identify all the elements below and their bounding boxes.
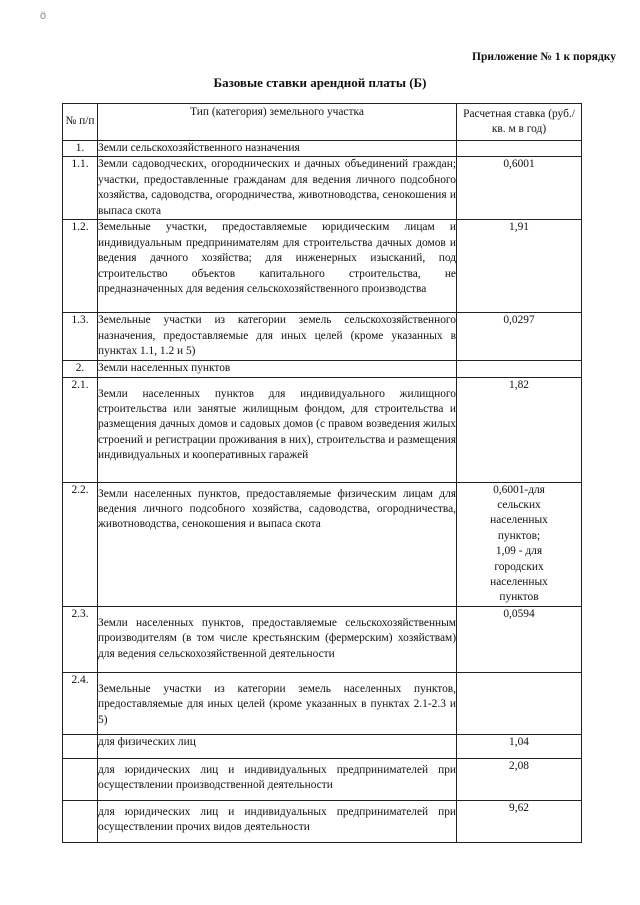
table-row (63, 672, 582, 734)
table-row (63, 220, 582, 313)
row-rate: 0,6001 (457, 157, 582, 220)
row-rate: 2,08 (457, 758, 582, 800)
header-land-type: Тип (категория) земельного участка (98, 104, 457, 141)
table-header-row (63, 104, 582, 141)
row-land-type: Земли населенных пунктов, предоставляемые сельскохозяйственным производителям (в том числе крестьянским (фермерским) хозяйствам) для ведения сельскохозяйственной деятельности (98, 606, 457, 672)
rate-line: населенных (490, 514, 548, 527)
row-rate (457, 672, 582, 734)
row-rate (457, 360, 582, 377)
page-title: Базовые ставки арендной платы (Б) (213, 75, 427, 90)
rate-line: пунктов (499, 591, 539, 604)
scan-mark: ö (40, 10, 47, 22)
row-land-type: для юридических лиц и индивидуальных предпринимателей при осуществлении производственной деятельности (98, 758, 457, 800)
row-land-type: Земли населенных пунктов, предоставляемые физическим лицам для ведения личного подсобного хозяйства, садоводства, огородничества, животноводства, сенокошения и выпаса скота (98, 482, 457, 606)
row-number: 1.2. (63, 220, 98, 313)
row-number: 2.3. (63, 606, 98, 672)
table-row (63, 758, 582, 800)
table-row (63, 734, 582, 758)
rate-line: сельских (497, 499, 541, 512)
rate-line: населенных (490, 576, 548, 589)
row-number (63, 758, 98, 800)
row-rate: 1,04 (457, 734, 582, 758)
row-number: 2.2. (63, 482, 98, 606)
row-land-type: для физических лиц (98, 734, 457, 758)
row-land-type: Земли населенных пунктов (98, 360, 457, 377)
header-rate: Расчетная ставка (руб./кв. м в год) (457, 104, 582, 141)
rate-line: пунктов; (497, 529, 541, 542)
row-rate (457, 482, 582, 606)
rate-line: 1,09 - для (495, 545, 543, 558)
row-land-type: для юридических лиц и индивидуальных предпринимателей при осуществлении прочих видов деятельности (98, 800, 457, 842)
row-rate: 0,0594 (457, 606, 582, 672)
row-number (63, 734, 98, 758)
table-row (63, 800, 582, 842)
appendix-note: Приложение № 1 к порядку (472, 51, 616, 63)
row-land-type: Земли населенных пунктов для индивидуального жилищного строительства или занятые жилищным фондом, для строительства и размещения дачных домов и садовых домов (с правом возведения жилых строений и регистрации проживания в них), строительства и размещения индивидуальных и кооперативных гаражей (98, 377, 457, 482)
row-rate: 1,91 (457, 220, 582, 313)
row-number: 1.3. (63, 313, 98, 360)
table-row (63, 141, 582, 157)
row-land-type: Земли садоводческих, огороднических и дачных объединений граждан; участки, предоставленные гражданам для ведения личного подсобного хозяйства, садоводства, огородничества, животноводства, сенокошения и выпаса скота (98, 157, 457, 220)
rate-line: 0,6001-для (493, 483, 545, 496)
rate-line: городских (494, 560, 544, 573)
row-number: 2.4. (63, 672, 98, 734)
table-row (63, 482, 582, 606)
row-number (63, 800, 98, 842)
row-rate (457, 141, 582, 157)
table-row (63, 377, 582, 482)
row-land-type: Земли сельскохозяйственного назначения (98, 141, 457, 157)
row-land-type: Земельные участки, предоставляемые юридическим лицам и индивидуальным предпринимателям для строительства дачных домов и ведения дачного хозяйства; для инженерных изысканий, под строительство объектов капитального строительства, не предназначенных для ведения сельскохозяйственного производства (98, 220, 457, 313)
rates-table (62, 103, 582, 843)
row-rate: 9,62 (457, 800, 582, 842)
header-number: № п/п (63, 104, 98, 141)
table-row (63, 360, 582, 377)
row-land-type: Земельные участки из категории земель сельскохозяйственного назначения, предоставляемые для иных целей (кроме указанных в пунктах 1.1, 1.2 и 5) (98, 313, 457, 360)
table-row (63, 313, 582, 360)
row-land-type: Земельные участки из категории земель населенных пунктов, предоставляемые для иных целей (кроме указанных в пунктах 2.1-2.3 и 5) (98, 672, 457, 734)
row-number: 2. (63, 360, 98, 377)
row-rate: 1,82 (457, 377, 582, 482)
table-row (63, 606, 582, 672)
row-number: 1. (63, 141, 98, 157)
row-number: 2.1. (63, 377, 98, 482)
table-row (63, 157, 582, 220)
row-rate: 0,0297 (457, 313, 582, 360)
row-number: 1.1. (63, 157, 98, 220)
